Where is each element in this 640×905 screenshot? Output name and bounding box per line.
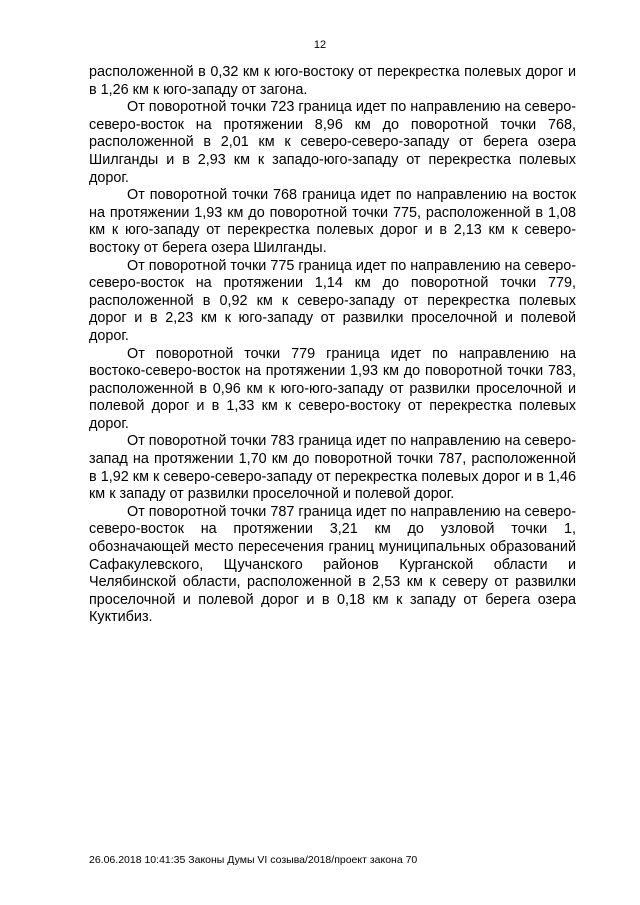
- paragraph-point-768: От поворотной точки 768 граница идет по направлению на восток на протяжении 1,93 км до поворотной точки 775, расположенной в 1,08 км к юго-западу от перекрестка полевых дорог и в 2,13 км к северо-востоку от берега озера Шилганды.: [89, 187, 576, 256]
- paragraph-point-787: От поворотной точки 787 граница идет по направлению на северо-северо-восток на протяжении 3,21 км до узловой точки 1, обозначающей место пересечения границ муниципальных образований Сафакулевского, Щучанского районов Курганской области и Челябинской области, расположенной в 2,53 км к северу от развилки проселочной и полевой дорог и в 0,18 км к западу от берега озера Куктибиз.: [89, 503, 576, 626]
- paragraph-point-723: От поворотной точки 723 граница идет по направлению на северо-северо-восток на протяжении 8,96 км до поворотной точки 768, расположенной в 2,01 км к северо-северо-западу от берега озера Шилганды и в 2,93 км к западо-юго-западу от перекрестка полевых дорог.: [89, 99, 576, 186]
- footer-stamp: 26.06.2018 10:41:35 Законы Думы VI созыва/2018/проект закона 70: [89, 854, 418, 866]
- paragraph-point-779: От поворотной точки 779 граница идет по направлению на востоко-северо-восток на протяжении 1,93 км до поворотной точки 783, расположенной в 0,96 км к юго-юго-западу от развилки проселочной и полевой дорог и в 1,33 км к северо-востоку от перекрестка полевых дорог.: [89, 345, 576, 432]
- page-number: 12: [313, 39, 327, 51]
- paragraph-point-775: От поворотной точки 775 граница идет по направлению на северо-северо-восток на протяжении 1,14 км до поворотной точки 779, расположенной в 0,92 км к северо-западу от перекрестка полевых дорог и в 2,23 км к юго-западу от развилки проселочной и полевой дорог.: [89, 257, 576, 344]
- paragraph-continuation: расположенной в 0,32 км к юго-востоку от перекрестка полевых дорог и в 1,26 км к юго-западу от загона.: [89, 64, 576, 98]
- document-body: [89, 64, 576, 627]
- paragraph-point-783: От поворотной точки 783 граница идет по направлению на северо-запад на протяжении 1,70 км до поворотной точки 787, расположенной в 1,92 км к северо-северо-западу от перекрестка полевых дорог и в 1,46 км к западу от развилки проселочной и полевой дорог.: [89, 433, 576, 503]
